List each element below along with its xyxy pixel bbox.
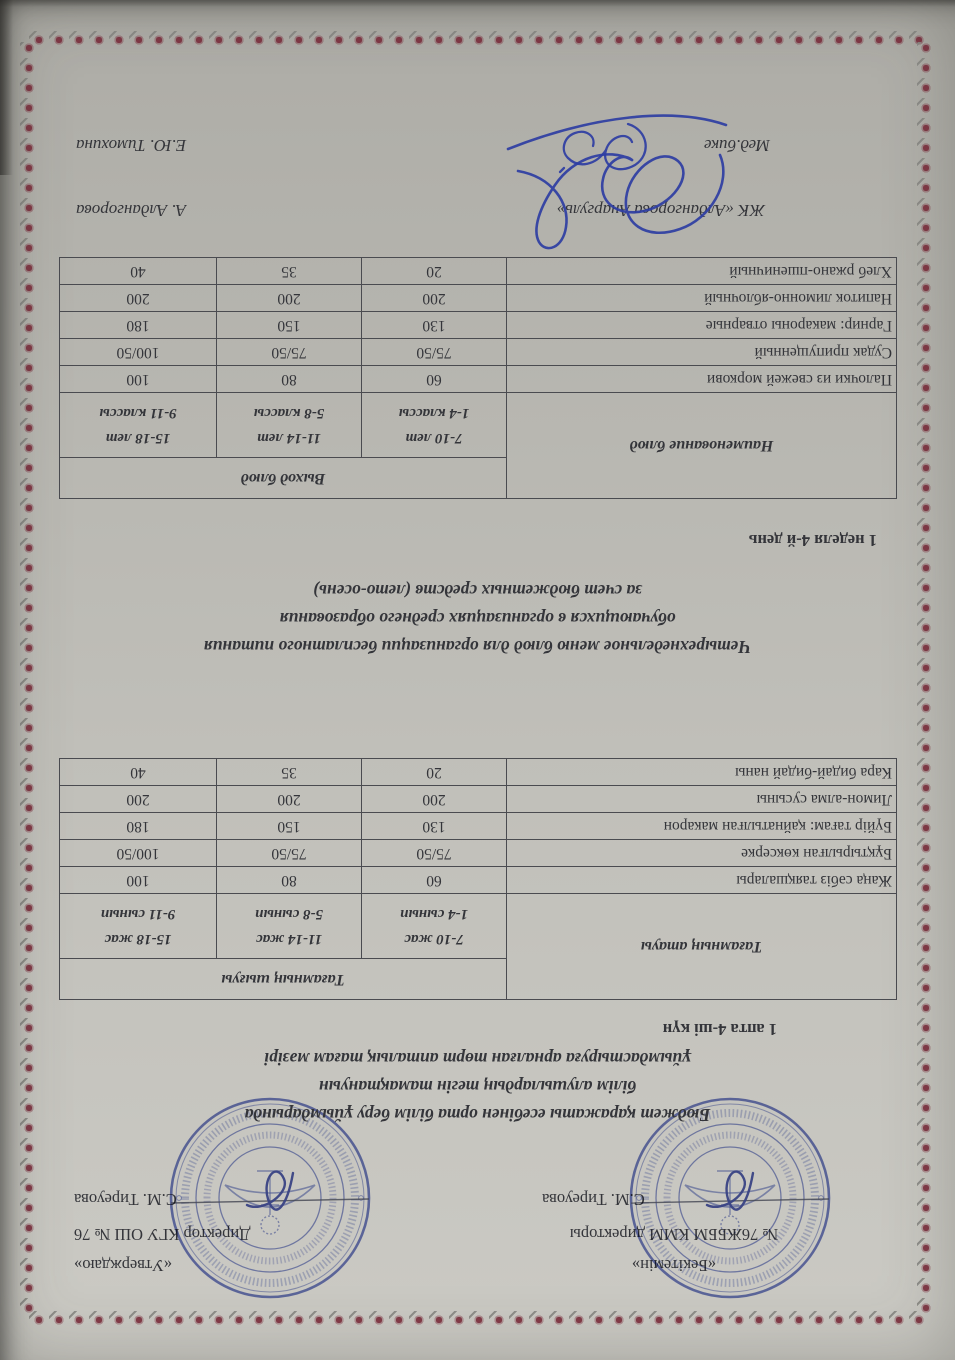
- portion-cell: 100: [60, 867, 217, 894]
- kazakh-week-day-label: 1 апта 4-ші күн: [662, 1020, 777, 1039]
- russian-title-line: за счет бюджетных средств (лето-осень): [313, 581, 642, 601]
- portion-cell: 20: [362, 258, 507, 285]
- age-line: 15-18 лет: [105, 430, 171, 446]
- dish-name-cell: Судак припущенный: [507, 339, 897, 366]
- decorative-dot-border-top: [26, 1311, 929, 1329]
- age-line: 7-10 лет: [405, 430, 463, 446]
- grade-line: 9-11 сынып: [100, 906, 176, 922]
- decorative-dot-border-left: [917, 42, 935, 1318]
- portion-cell: 100: [60, 366, 217, 393]
- russian-col-dish-header: Наименование блюд: [507, 393, 897, 499]
- kazakh-title-line: ұйымдастыруға арналған төрт апталық тағам мәзірі: [264, 1049, 691, 1069]
- russian-age-group-header: [60, 393, 217, 458]
- grade-line: 1-4 классы: [398, 405, 470, 421]
- kazakh-title-line: білім алушылардың тегін тамақтануын: [318, 1077, 637, 1097]
- kazakh-age-group-header: [362, 894, 507, 959]
- portion-cell: 200: [362, 786, 507, 813]
- russian-col-output-header: Выход блюд: [60, 458, 507, 499]
- age-line: 15-18 жас: [104, 931, 172, 947]
- handwritten-signature-nurse: [550, 107, 660, 182]
- portion-cell: 60: [362, 366, 507, 393]
- kazakh-menu-table: [59, 758, 897, 1000]
- approval-role-kazakh: № 76ЖББМ КММ директоры: [569, 1225, 779, 1244]
- portion-cell: 180: [60, 312, 217, 339]
- russian-age-group-header: [362, 393, 507, 458]
- dish-name-cell: Бүйір тағам: қайнатылған макарон: [507, 813, 897, 840]
- decorative-dot-border-bottom: [26, 31, 929, 49]
- decorative-dot-border-right: [20, 42, 38, 1318]
- portion-cell: 40: [60, 759, 217, 786]
- portion-cell: 130: [362, 312, 507, 339]
- approval-signatory-russian: С.М. Тиреуова: [74, 1190, 177, 1209]
- grade-line: 9-11 классы: [99, 405, 177, 421]
- kazakh-title-line: Бюджет қаражаты есебінен орта білім беру ұйымдарында: [244, 1105, 711, 1125]
- portion-cell: 35: [217, 759, 362, 786]
- age-line: 11-14 лет: [257, 430, 321, 446]
- approval-role-russian: Директор КГУ ОШ № 76: [74, 1225, 251, 1244]
- russian-document-title: [70, 577, 885, 661]
- dish-name-cell: Кара бидай-бидай наны: [507, 759, 897, 786]
- age-line: 7-10 жас: [404, 931, 464, 947]
- portion-cell: 20: [362, 759, 507, 786]
- kazakh-col-dish-header: Тағамның атауы: [507, 894, 897, 1000]
- table-row: [60, 285, 897, 312]
- nurse-name: Е.Ю. Тимохина: [76, 136, 187, 155]
- portion-cell: 75/50: [217, 840, 362, 867]
- portion-cell: 60: [362, 867, 507, 894]
- table-row: [60, 786, 897, 813]
- table-row: [60, 366, 897, 393]
- portion-cell: 100/50: [60, 840, 217, 867]
- approval-signatory-kazakh: С.М. Тиреуова: [542, 1190, 645, 1209]
- portion-cell: 150: [217, 813, 362, 840]
- russian-age-group-header: [217, 393, 362, 458]
- portion-cell: 35: [217, 258, 362, 285]
- kazakh-document-title: [70, 1045, 885, 1129]
- dish-name-cell: Бұқтырылған көксерке: [507, 840, 897, 867]
- portion-cell: 75/50: [362, 339, 507, 366]
- dish-name-cell: Хлеб ржано-пшеничный: [507, 258, 897, 285]
- nurse-role-label: Мед.бике: [703, 136, 770, 155]
- portion-cell: 100/50: [60, 339, 217, 366]
- portion-cell: 130: [362, 813, 507, 840]
- table-row: [60, 840, 897, 867]
- grade-line: 5-8 сынып: [255, 906, 323, 922]
- kazakh-col-output-header: Тағамның шығуы: [60, 959, 507, 1000]
- table-row: [60, 813, 897, 840]
- dish-name-cell: Палочки из свежей моркови: [507, 366, 897, 393]
- age-line: 11-14 жас: [255, 931, 323, 947]
- russian-menu-table: [59, 257, 897, 499]
- table-row: [60, 759, 897, 786]
- table-row: [60, 867, 897, 894]
- portion-cell: 80: [217, 366, 362, 393]
- portion-cell: 200: [60, 285, 217, 312]
- russian-title-line: обучающихся в организациях среднего образования: [279, 609, 676, 629]
- portion-cell: 40: [60, 258, 217, 285]
- portion-cell: 180: [60, 813, 217, 840]
- table-row: [60, 312, 897, 339]
- portion-cell: 200: [217, 786, 362, 813]
- supplier-org-label: ЖК «Алдангорова Анаргуль»: [556, 201, 765, 220]
- supplier-name: А. Алдангорова: [76, 201, 187, 220]
- portion-cell: 75/50: [217, 339, 362, 366]
- kazakh-age-group-header: [60, 894, 217, 959]
- approval-word-kazakh: «Бекітемін»: [631, 1256, 717, 1275]
- table-row: [60, 258, 897, 285]
- portion-cell: 150: [217, 312, 362, 339]
- russian-title-line: Четырехнедельное меню блюд для организации бесплатного питания: [203, 637, 752, 657]
- dish-name-cell: Гарнир: макароны отварные: [507, 312, 897, 339]
- grade-line: 5-8 классы: [253, 405, 325, 421]
- portion-cell: 80: [217, 867, 362, 894]
- portion-cell: 200: [217, 285, 362, 312]
- russian-week-day-label: 1 неделя 4-й день: [748, 531, 877, 550]
- portion-cell: 200: [362, 285, 507, 312]
- dish-name-cell: Лимон-алма сусыны: [507, 786, 897, 813]
- table-row: [60, 339, 897, 366]
- dish-name-cell: Жаңа сәбіз таяқшалары: [507, 867, 897, 894]
- approval-word-russian: «Утверждаю»: [74, 1256, 173, 1275]
- portion-cell: 75/50: [362, 840, 507, 867]
- portion-cell: 200: [60, 786, 217, 813]
- dish-name-cell: Напиток лимонно-яблочный: [507, 285, 897, 312]
- grade-line: 1-4 сынып: [400, 906, 468, 922]
- kazakh-age-group-header: [217, 894, 362, 959]
